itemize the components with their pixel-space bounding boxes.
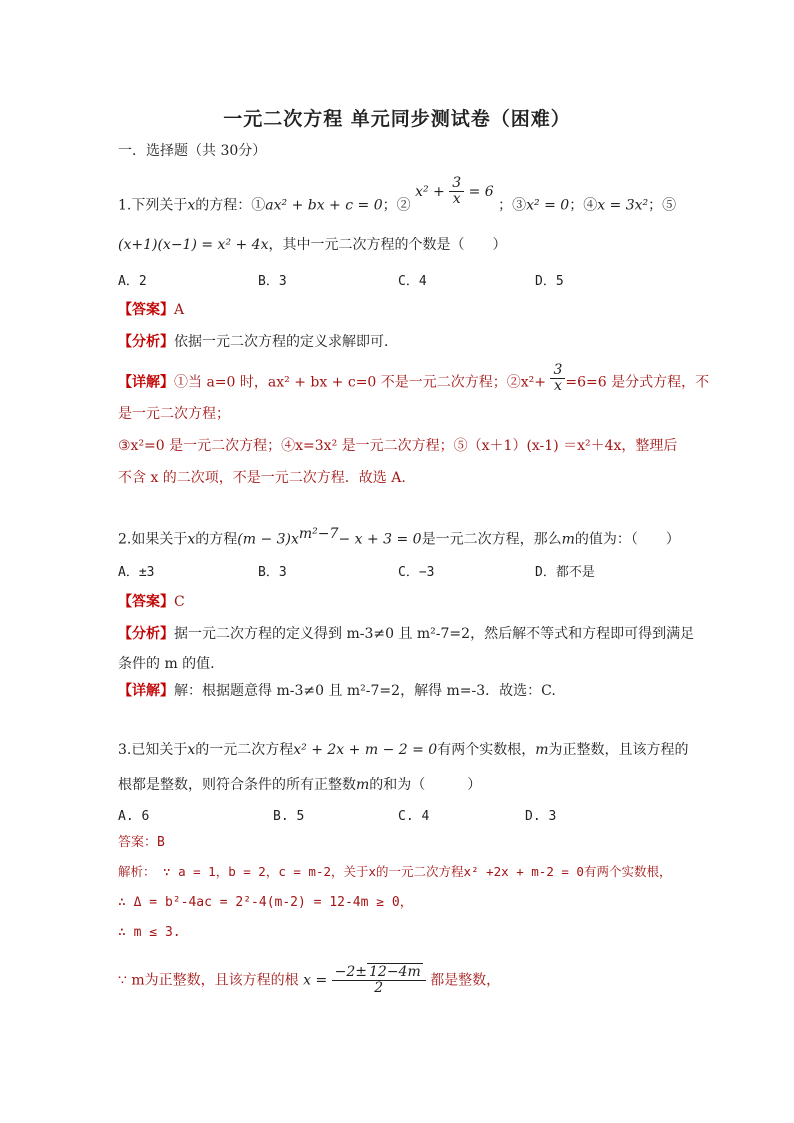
q2-option-c[interactable]: C．−3 — [398, 565, 435, 580]
q3-solution-line1: 解析： ∵ a = 1，b = 2，c = m-2，关于x的一元二次方程x² +2x + m-2 = 0有两个实数根， — [118, 864, 672, 879]
q1-analysis: 【分析】依据一元二次方程的定义求解即可． — [118, 334, 398, 350]
q1-option-d[interactable]: D．5 — [535, 274, 564, 289]
q1-stem-line1: 1.下列关于x的方程：①ax² + bx + c = 0；② x² + $\frac{3}{x}$ = 6 ；③x² = 0；④x = 3x²；⑤ — [118, 175, 677, 214]
q2-option-a[interactable]: A．±3 — [118, 565, 155, 580]
q3-solution-line4: ∵ m为正整数，且该方程的根 x = $\frac{-2\pm 12-4m}{2}$ 都是整数， — [118, 964, 501, 996]
q3-answer: 答案：B — [118, 835, 165, 850]
q3-solution-line2: ∴ Δ = b²-4ac = 2²-4(m-2) = 12-4m ≥ 0， — [118, 895, 413, 910]
q1-stem-line2: (x+1)(x−1) = x² + 4x，其中一元二次方程的个数是（ ） — [118, 237, 507, 253]
page-title: 一元二次方程 单元同步测试卷（困难） — [223, 108, 571, 130]
q3-option-b[interactable]: B. 5 — [273, 809, 305, 824]
q3-option-d[interactable]: D. 3 — [525, 809, 557, 824]
q2-option-d[interactable]: D．都不是 — [535, 565, 595, 580]
q3-stem-line2: 根都是整数，则符合条件的所有正整数m的和为（ ） — [118, 777, 482, 793]
q1-detail-line2: 是一元二次方程； — [118, 406, 230, 422]
q2-option-b[interactable]: B．3 — [258, 565, 287, 580]
q2-stem: 2.如果关于x的方程$(m - 3)x^{m^2-7}- x + 3 = 0$是一元二次方程，那么m的值为：（ ） — [118, 526, 680, 548]
section-heading: 一．选择题（共 30分） — [118, 143, 267, 159]
q3-option-c[interactable]: C. 4 — [398, 809, 430, 824]
q2-detail: 【详解】解：根据题意得 m-3≠0 且 m²-7=2，解得 m=-3．故选：C. — [118, 683, 556, 699]
q1-eq2: x² + $\frac{3}{x}$ = 6 — [415, 175, 494, 207]
q1-option-c[interactable]: C．4 — [398, 274, 427, 289]
q1-detail-line1: 【详解】①当 a=0 时，ax² + bx + c=0 不是一元二次方程；②x²+ $\frac{3}{x}$ =6=6 是分式方程，不 — [118, 362, 710, 394]
q1-option-a[interactable]: A．2 — [118, 274, 147, 289]
q1-answer: 【答案】A — [118, 302, 185, 318]
q3-option-a[interactable]: A. 6 — [118, 809, 150, 824]
q2-answer: 【答案】C — [118, 594, 185, 610]
q2-analysis-line1: 【分析】据一元二次方程的定义得到 m-3≠0 且 m²-7=2，然后解不等式和方程即可得到满足 — [118, 626, 695, 642]
q1-detail-line3: ③x²=0 是一元二次方程；④x=3x² 是一元二次方程；⑤（x＋1）(x-1) ＝x²＋4x，整理后 — [118, 438, 678, 454]
q1-option-b[interactable]: B．3 — [258, 274, 287, 289]
q1-detail-line4: 不含 x 的二次项，不是一元二次方程．故选 A. — [118, 470, 406, 486]
q2-analysis-line2: 条件的 m 的值. — [118, 656, 215, 672]
q3-stem-line1: 3.已知关于x的一元二次方程x² + 2x + m − 2 = 0有两个实数根，m为正整数，且该方程的 — [118, 742, 689, 758]
q3-solution-line3: ∴ m ≤ 3. — [118, 925, 181, 940]
